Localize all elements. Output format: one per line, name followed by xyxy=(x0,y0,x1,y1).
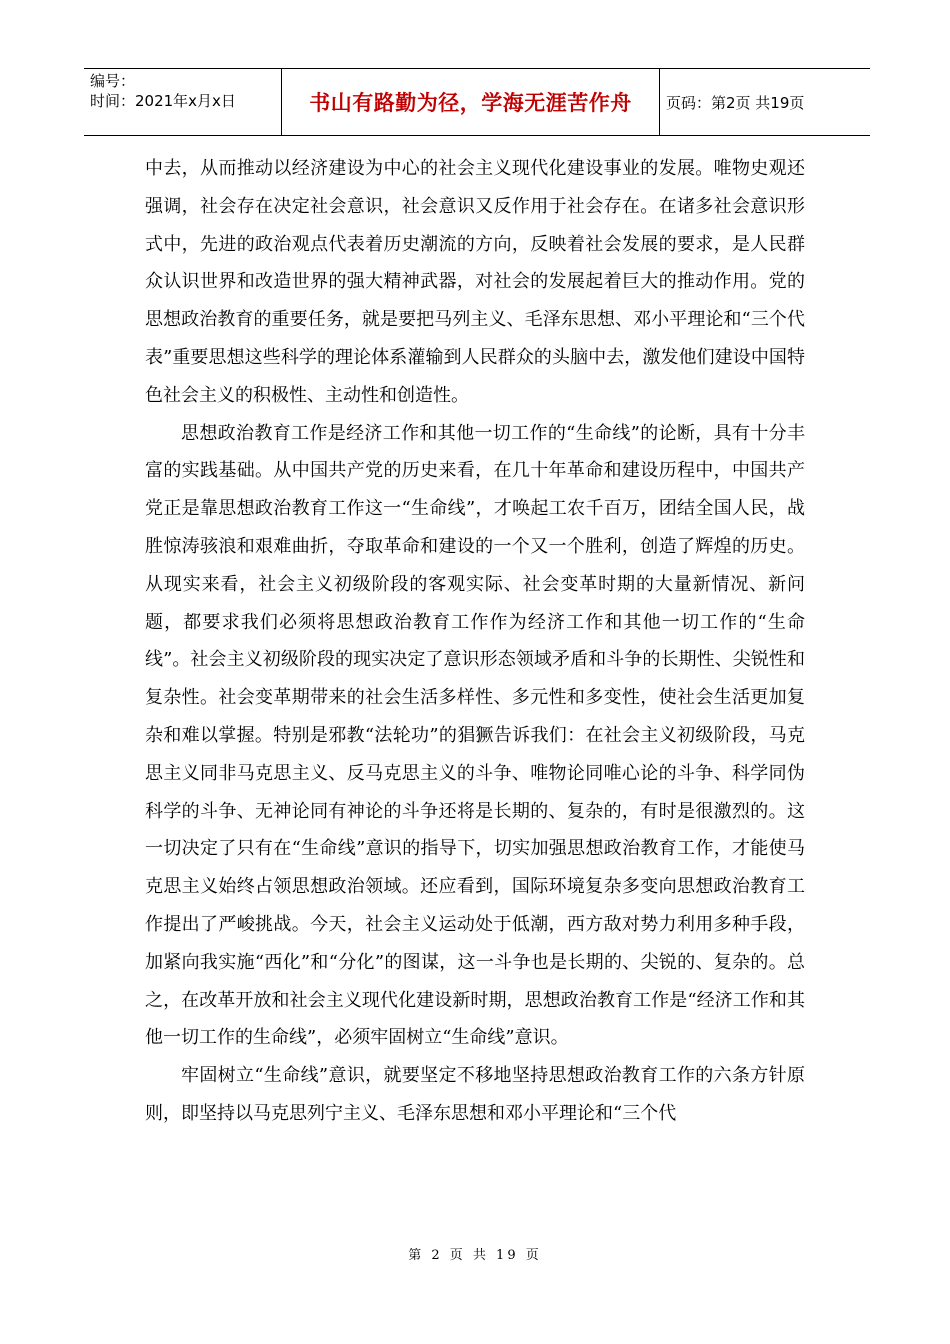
header-motto: 书山有路勤为径，学海无涯苦作舟 xyxy=(282,69,660,135)
header-meta xyxy=(84,69,282,135)
document-body xyxy=(145,150,805,1133)
page-header xyxy=(84,68,870,136)
number-label: 编号： xyxy=(90,72,136,90)
header-page-info: 页码：第2页 共19页 xyxy=(666,93,805,112)
paragraph-2: 思想政治教育工作是经济工作和其他一切工作的“生命线”的论断，具有十分丰富的实践基础。从中国共产党的历史来看，在几十年革命和建设历程中，中国共产党正是靠思想政治教育工作这一“生命线”，才唤起工农千百万，团结全国人民，战胜惊涛骇浪和艰难曲折，夺取革命和建设的一个又一个胜利，创造了辉煌的历史。从现实来看，社会主义初级阶段的客观实际、社会变革时期的大量新情况、新问题，都要求我们必须将思想政治教育工作作为经济工作和其他一切工作的“生命线”。社会主义初级阶段的现实决定了意识形态领域矛盾和斗争的长期性、尖锐性和复杂性。社会变革期带来的社会生活多样性、多元性和多变性，使社会生活更加复杂和难以掌握。特别是邪教“法轮功”的猖獗告诉我们：在社会主义初级阶段，马克思主义同非马克思主义、反马克思主义的斗争、唯物论同唯心论的斗争、科学同伪科学的斗争、无神论同有神论的斗争还将是长期的、复杂的，有时是很激烈的。这一切决定了只有在“生命线”意识的指导下，切实加强思想政治教育工作，才能使马克思主义始终占领思想政治领域。还应看到，国际环境复杂多变向思想政治教育工作提出了严峻挑战。今天，社会主义运动处于低潮，西方敌对势力利用多种手段，加紧向我实施“西化”和“分化”的图谋，这一斗争也是长期的、尖锐的、复杂的。总之，在改革开放和社会主义现代化建设新时期，思想政治教育工作是“经济工作和其他一切工作的生命线”，必须牢固树立“生命线”意识。 xyxy=(145,422,805,1049)
date-label: 时间：2021年x月x日 xyxy=(90,92,236,110)
paragraph-1: 中去，从而推动以经济建设为中心的社会主义现代化建设事业的发展。唯物史观还强调，社会存在决定社会意识，社会意识又反作用于社会存在。在诸多社会意识形式中，先进的政治观点代表着历史潮流的方向，反映着社会发展的要求，是人民群众认识世界和改造世界的强大精神武器，对社会的发展起着巨大的推动作用。党的思想政治教育的重要任务，就是要把马列主义、毛泽东思想、邓小平理论和“三个代表”重要思想这些科学的理论体系灌输到人民群众的头脑中去，激发他们建设中国特色社会主义的积极性、主动性和创造性。 xyxy=(145,158,805,406)
page-footer: 第 2 页 共 19 页 xyxy=(408,1248,542,1263)
paragraph-3: 牢固树立“生命线”意识，就要坚定不移地坚持思想政治教育工作的六条方针原则，即坚持以马克思列宁主义、毛泽东思想和邓小平理论和“三个代 xyxy=(145,1065,805,1124)
